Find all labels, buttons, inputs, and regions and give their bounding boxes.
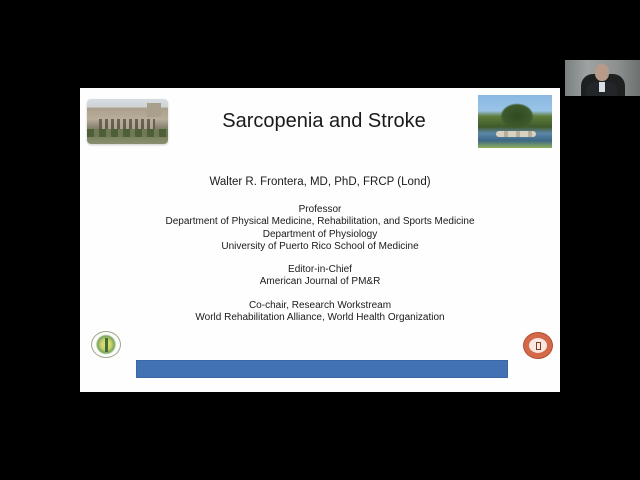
affiliation-editor xyxy=(80,264,560,289)
affiliation-professor xyxy=(80,204,560,253)
garden-photo xyxy=(478,95,552,148)
medical-school-seal-icon xyxy=(91,331,121,358)
presenter-webcam-thumbnail[interactable] xyxy=(565,60,640,96)
affiliation-line: Editor-in-Chief xyxy=(288,264,352,275)
affiliation-line: University of Puerto Rico School of Medicine xyxy=(221,240,419,252)
slide-title: Sarcopenia and Stroke xyxy=(222,110,426,132)
rehab-society-seal-icon xyxy=(523,332,553,359)
webcam-presenter-head xyxy=(595,64,609,81)
affiliation-line: American Journal of PM&R xyxy=(259,276,381,288)
affiliation-cochair xyxy=(80,300,560,325)
author-name: Walter R. Frontera, MD, PhD, FRCP (Lond) xyxy=(209,176,431,188)
footer-bar xyxy=(136,360,508,378)
seal-mark-icon xyxy=(536,342,541,350)
garden-tree xyxy=(500,103,534,129)
webcam-presenter-shirt xyxy=(599,82,605,92)
affiliation-line: Co-chair, Research Workstream xyxy=(248,300,392,311)
affiliation-line: World Rehabilitation Alliance, World Health Organization xyxy=(195,312,445,324)
affiliation-line: Professor xyxy=(298,204,342,215)
presentation-slide xyxy=(80,88,560,392)
garden-rocks xyxy=(496,131,536,137)
caduceus-icon xyxy=(105,338,108,352)
affiliation-line: Department of Physical Medicine, Rehabilitation, and Sports Medicine xyxy=(165,216,475,228)
affiliation-line: Department of Physiology xyxy=(262,228,378,240)
